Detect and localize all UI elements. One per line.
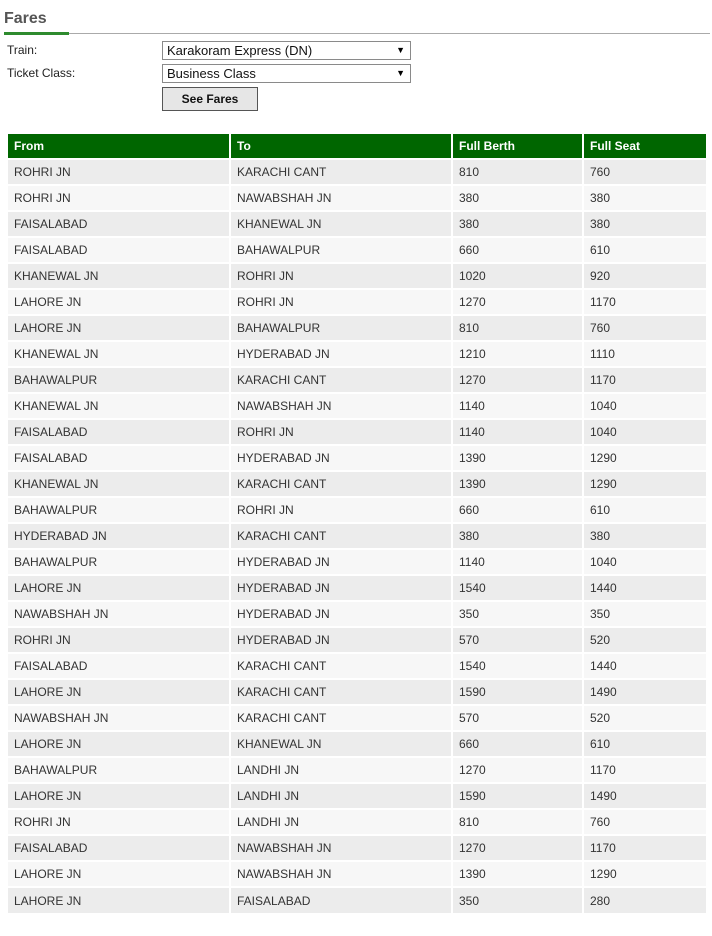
cell-full-berth: 1390	[452, 445, 583, 471]
cell-full-seat: 1290	[583, 471, 706, 497]
cell-full-seat: 760	[583, 809, 706, 835]
cell-to: HYDERABAD JN	[230, 445, 452, 471]
column-header-full-berth: Full Berth	[452, 134, 583, 159]
train-select[interactable]	[162, 41, 411, 60]
cell-from: LAHORE JN	[8, 315, 230, 341]
table-row	[8, 679, 706, 705]
cell-to: HYDERABAD JN	[230, 341, 452, 367]
table-row	[8, 211, 706, 237]
ticket-class-select-value: Business Class	[167, 66, 256, 81]
cell-from: ROHRI JN	[8, 809, 230, 835]
cell-to: NAWABSHAH JN	[230, 185, 452, 211]
cell-from: KHANEWAL JN	[8, 263, 230, 289]
cell-from: FAISALABAD	[8, 211, 230, 237]
column-header-full-seat: Full Seat	[583, 134, 706, 159]
cell-full-berth: 1140	[452, 393, 583, 419]
cell-to: KHANEWAL JN	[230, 211, 452, 237]
table-row	[8, 471, 706, 497]
cell-full-berth: 1210	[452, 341, 583, 367]
cell-to: KHANEWAL JN	[230, 731, 452, 757]
cell-from: LAHORE JN	[8, 289, 230, 315]
title-accent-bar	[4, 32, 69, 35]
cell-to: NAWABSHAH JN	[230, 393, 452, 419]
cell-from: FAISALABAD	[8, 653, 230, 679]
cell-full-seat: 1440	[583, 575, 706, 601]
cell-to: ROHRI JN	[230, 263, 452, 289]
cell-from: LAHORE JN	[8, 887, 230, 913]
cell-from: BAHAWALPUR	[8, 367, 230, 393]
table-row	[8, 289, 706, 315]
cell-full-berth: 810	[452, 809, 583, 835]
cell-from: NAWABSHAH JN	[8, 601, 230, 627]
cell-full-seat: 1170	[583, 835, 706, 861]
cell-full-seat: 1490	[583, 679, 706, 705]
cell-full-berth: 660	[452, 497, 583, 523]
table-header-row	[8, 134, 706, 159]
title-divider	[4, 33, 710, 34]
cell-from: BAHAWALPUR	[8, 549, 230, 575]
ticket-class-select[interactable]	[162, 64, 411, 83]
cell-full-seat: 1170	[583, 367, 706, 393]
cell-from: NAWABSHAH JN	[8, 705, 230, 731]
cell-full-seat: 1040	[583, 393, 706, 419]
cell-full-berth: 380	[452, 185, 583, 211]
cell-to: HYDERABAD JN	[230, 627, 452, 653]
cell-to: KARACHI CANT	[230, 679, 452, 705]
cell-from: FAISALABAD	[8, 419, 230, 445]
cell-from: FAISALABAD	[8, 835, 230, 861]
cell-full-seat: 1170	[583, 289, 706, 315]
cell-full-seat: 1290	[583, 445, 706, 471]
cell-to: BAHAWALPUR	[230, 315, 452, 341]
ticket-class-label: Ticket Class:	[7, 66, 76, 80]
cell-full-seat: 1040	[583, 419, 706, 445]
cell-to: KARACHI CANT	[230, 653, 452, 679]
cell-to: FAISALABAD	[230, 887, 452, 913]
table-row	[8, 237, 706, 263]
table-row	[8, 861, 706, 887]
cell-full-berth: 570	[452, 705, 583, 731]
cell-from: KHANEWAL JN	[8, 393, 230, 419]
cell-full-berth: 1270	[452, 757, 583, 783]
cell-from: KHANEWAL JN	[8, 471, 230, 497]
cell-full-berth: 810	[452, 159, 583, 185]
table-row	[8, 835, 706, 861]
cell-to: BAHAWALPUR	[230, 237, 452, 263]
cell-to: KARACHI CANT	[230, 705, 452, 731]
cell-to: KARACHI CANT	[230, 159, 452, 185]
cell-full-seat: 1170	[583, 757, 706, 783]
cell-full-seat: 380	[583, 185, 706, 211]
table-row	[8, 497, 706, 523]
table-row	[8, 601, 706, 627]
cell-from: ROHRI JN	[8, 159, 230, 185]
table-row	[8, 809, 706, 835]
cell-from: ROHRI JN	[8, 627, 230, 653]
cell-full-seat: 610	[583, 497, 706, 523]
train-select-value: Karakoram Express (DN)	[167, 43, 313, 58]
cell-full-berth: 660	[452, 237, 583, 263]
dropdown-arrow-icon: ▼	[396, 45, 405, 55]
cell-full-berth: 1270	[452, 367, 583, 393]
cell-to: HYDERABAD JN	[230, 575, 452, 601]
cell-full-berth: 1590	[452, 783, 583, 809]
cell-from: HYDERABAD JN	[8, 523, 230, 549]
cell-full-berth: 1270	[452, 289, 583, 315]
table-row	[8, 393, 706, 419]
cell-to: LANDHI JN	[230, 783, 452, 809]
cell-full-berth: 1590	[452, 679, 583, 705]
cell-full-seat: 1490	[583, 783, 706, 809]
table-row	[8, 731, 706, 757]
cell-full-seat: 1440	[583, 653, 706, 679]
column-header-from: From	[8, 134, 230, 159]
section-title: Fares	[4, 10, 47, 27]
fares-table	[8, 134, 706, 913]
cell-full-berth: 1020	[452, 263, 583, 289]
cell-from: LAHORE JN	[8, 861, 230, 887]
cell-to: LANDHI JN	[230, 757, 452, 783]
table-row	[8, 783, 706, 809]
cell-full-seat: 380	[583, 211, 706, 237]
cell-full-seat: 610	[583, 731, 706, 757]
table-row	[8, 185, 706, 211]
cell-full-berth: 1270	[452, 835, 583, 861]
table-row	[8, 419, 706, 445]
cell-full-seat: 1110	[583, 341, 706, 367]
column-header-to: To	[230, 134, 452, 159]
table-row	[8, 367, 706, 393]
cell-full-berth: 1390	[452, 471, 583, 497]
table-row	[8, 627, 706, 653]
table-row	[8, 341, 706, 367]
table-row	[8, 159, 706, 185]
table-row	[8, 757, 706, 783]
cell-full-seat: 1040	[583, 549, 706, 575]
cell-from: LAHORE JN	[8, 783, 230, 809]
cell-full-seat: 760	[583, 159, 706, 185]
cell-full-berth: 660	[452, 731, 583, 757]
cell-full-berth: 380	[452, 211, 583, 237]
cell-to: KARACHI CANT	[230, 471, 452, 497]
cell-to: ROHRI JN	[230, 289, 452, 315]
cell-full-seat: 1290	[583, 861, 706, 887]
cell-from: LAHORE JN	[8, 575, 230, 601]
cell-full-berth: 380	[452, 523, 583, 549]
cell-to: NAWABSHAH JN	[230, 861, 452, 887]
cell-full-seat: 520	[583, 627, 706, 653]
table-row	[8, 887, 706, 913]
cell-from: BAHAWALPUR	[8, 497, 230, 523]
cell-full-seat: 380	[583, 523, 706, 549]
cell-from: FAISALABAD	[8, 445, 230, 471]
cell-full-berth: 1140	[452, 419, 583, 445]
table-row	[8, 549, 706, 575]
cell-from: KHANEWAL JN	[8, 341, 230, 367]
cell-from: FAISALABAD	[8, 237, 230, 263]
cell-from: BAHAWALPUR	[8, 757, 230, 783]
see-fares-button[interactable]: See Fares	[162, 87, 258, 111]
cell-full-berth: 810	[452, 315, 583, 341]
cell-full-seat: 760	[583, 315, 706, 341]
cell-full-berth: 350	[452, 887, 583, 913]
cell-full-berth: 1540	[452, 575, 583, 601]
cell-full-seat: 610	[583, 237, 706, 263]
fares-table-body	[8, 159, 706, 913]
cell-full-seat: 280	[583, 887, 706, 913]
cell-full-berth: 570	[452, 627, 583, 653]
table-row	[8, 575, 706, 601]
cell-full-berth: 1140	[452, 549, 583, 575]
cell-from: LAHORE JN	[8, 731, 230, 757]
cell-full-seat: 520	[583, 705, 706, 731]
cell-full-berth: 1390	[452, 861, 583, 887]
cell-full-berth: 1540	[452, 653, 583, 679]
cell-to: ROHRI JN	[230, 497, 452, 523]
table-row	[8, 445, 706, 471]
dropdown-arrow-icon: ▼	[396, 68, 405, 78]
cell-from: ROHRI JN	[8, 185, 230, 211]
cell-from: LAHORE JN	[8, 679, 230, 705]
cell-to: KARACHI CANT	[230, 523, 452, 549]
table-row	[8, 653, 706, 679]
cell-full-berth: 350	[452, 601, 583, 627]
train-label: Train:	[7, 43, 38, 57]
cell-full-seat: 350	[583, 601, 706, 627]
table-row	[8, 263, 706, 289]
cell-to: HYDERABAD JN	[230, 601, 452, 627]
table-row	[8, 523, 706, 549]
cell-full-seat: 920	[583, 263, 706, 289]
table-row	[8, 705, 706, 731]
cell-to: KARACHI CANT	[230, 367, 452, 393]
cell-to: HYDERABAD JN	[230, 549, 452, 575]
cell-to: LANDHI JN	[230, 809, 452, 835]
cell-to: ROHRI JN	[230, 419, 452, 445]
table-row	[8, 315, 706, 341]
cell-to: NAWABSHAH JN	[230, 835, 452, 861]
